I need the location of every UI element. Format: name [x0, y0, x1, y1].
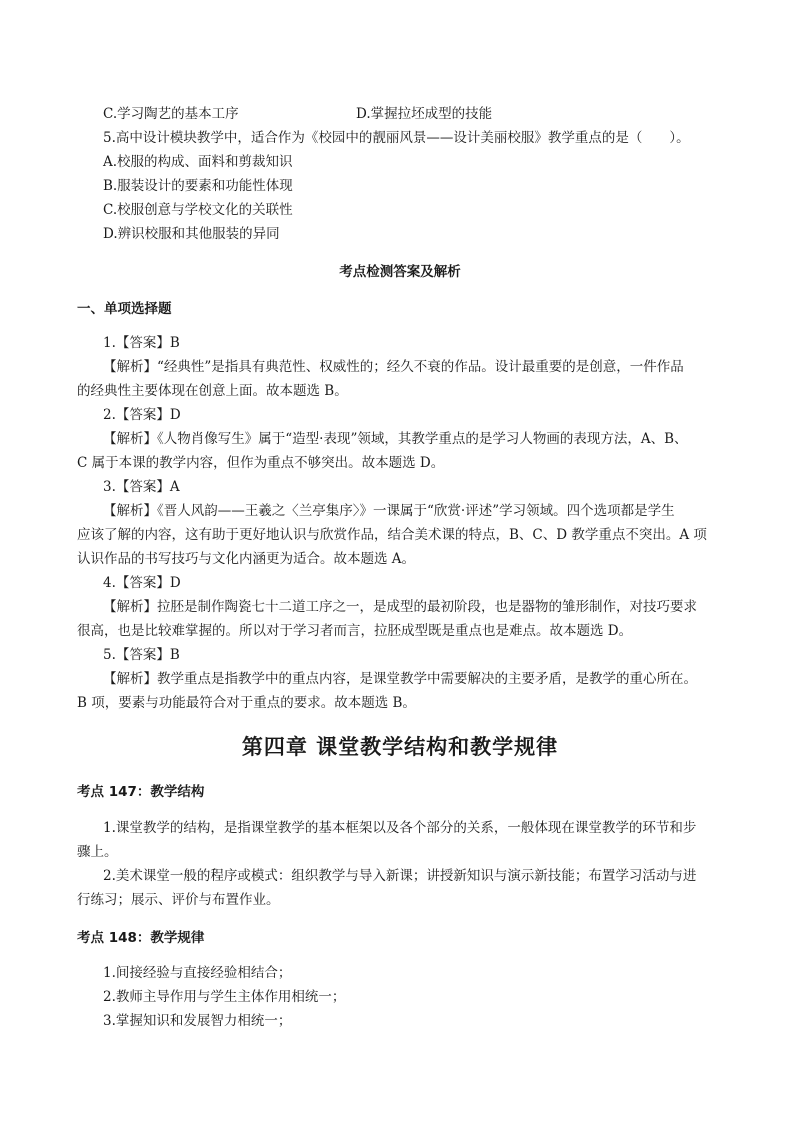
- analysis-5-line-2: B 项，要素与功能最符合对于重点的要求。故本题选 B。: [77, 695, 416, 711]
- answers-title: 考点检测答案及解析: [339, 264, 461, 280]
- answer-2: 2.【答案】D: [103, 407, 181, 423]
- answer-5: 5.【答案】B: [103, 647, 180, 663]
- option-q5-a: A.校服的构成、面料和剪裁知识: [103, 154, 293, 170]
- analysis-1-line-2: 的经典性主要体现在创意上面。故本题选 B。: [77, 383, 348, 399]
- answer-3: 3.【答案】A: [103, 479, 180, 495]
- kaodian-147-p1-line-2: 骤上。: [77, 844, 118, 860]
- analysis-4-line-2: 很高，也是比较难掌握的。所以对于学习者而言，拉胚成型既是重点也是难点。故本题选 D。: [77, 623, 633, 639]
- kaodian-148-item-2: 2.教师主导作用与学生主体作用相统一；: [103, 989, 346, 1005]
- kaodian-147-p2-line-1: 2.美术课堂一般的程序或模式：组织教学与导入新课；讲授新知识与演示新技能；布置学习活动与进: [103, 868, 697, 884]
- kaodian-148-title: 考点 148：教学规律: [77, 930, 205, 946]
- analysis-3-line-2: 应该了解的内容，这有助于更好地认识与欣赏作品，结合美术课的特点，B、C、D 教学重点不突出。A 项: [77, 527, 707, 543]
- option-q5-b: B.服装设计的要素和功能性体现: [103, 178, 293, 194]
- answer-1: 1.【答案】B: [103, 335, 180, 351]
- analysis-1-line-1: 【解析】“经典性”是指具有典范性、权威性的；经久不衰的作品。设计最重要的是创意，一件作品: [103, 359, 684, 375]
- kaodian-148-item-3: 3.掌握知识和发展智力相统一；: [103, 1013, 292, 1029]
- analysis-2-line-2: C 属于本课的教学内容，但作为重点不够突出。故本题选 D。: [77, 455, 445, 471]
- analysis-4-line-1: 【解析】拉胚是制作陶瓷七十二道工序之一，是成型的最初阶段，也是器物的雏形制作，对技巧要求: [103, 599, 697, 615]
- kaodian-147-title: 考点 147：教学结构: [77, 784, 205, 800]
- option-q4-d: D.掌握拉坯成型的技能: [356, 106, 493, 122]
- option-q4-c: C.学习陶艺的基本工序: [103, 106, 239, 122]
- kaodian-148-item-1: 1.间接经验与直接经验相结合；: [103, 965, 292, 981]
- question-5-stem: 5.高中设计模块教学中，适合作为《校园中的靓丽风景——设计美丽校服》教学重点的是（ ）。: [103, 130, 690, 146]
- analysis-3-line-3: 认识作品的书写技巧与文化内涵更为适合。故本题选 A。: [77, 551, 416, 567]
- kaodian-147-p1-line-1: 1.课堂教学的结构，是指课堂教学的基本框架以及各个部分的关系，一般体现在课堂教学的环节和步: [103, 820, 697, 836]
- analysis-5-line-1: 【解析】教学重点是指教学中的重点内容，是课堂教学中需要解决的主要矛盾，是教学的重心所在。: [103, 671, 697, 687]
- section-title-single-choice: 一、单项选择题: [77, 301, 172, 317]
- answer-4: 4.【答案】D: [103, 575, 181, 591]
- kaodian-147-p2-line-2: 行练习；展示、评价与布置作业。: [77, 892, 280, 908]
- chapter-title: 第四章 课堂教学结构和教学规律: [241, 735, 559, 759]
- analysis-3-line-1: 【解析】《晋人风韵——王羲之〈兰亭集序〉》一课属于“欣赏·评述”学习领域。四个选项都是学生: [103, 503, 675, 519]
- analysis-2-line-1: 【解析】《人物肖像写生》属于“造型·表现”领域，其教学重点的是学习人物画的表现方法，A、B、: [103, 431, 688, 447]
- option-q5-d: D.辨识校服和其他服装的异同: [103, 226, 280, 242]
- option-q5-c: C.校服创意与学校文化的关联性: [103, 202, 293, 218]
